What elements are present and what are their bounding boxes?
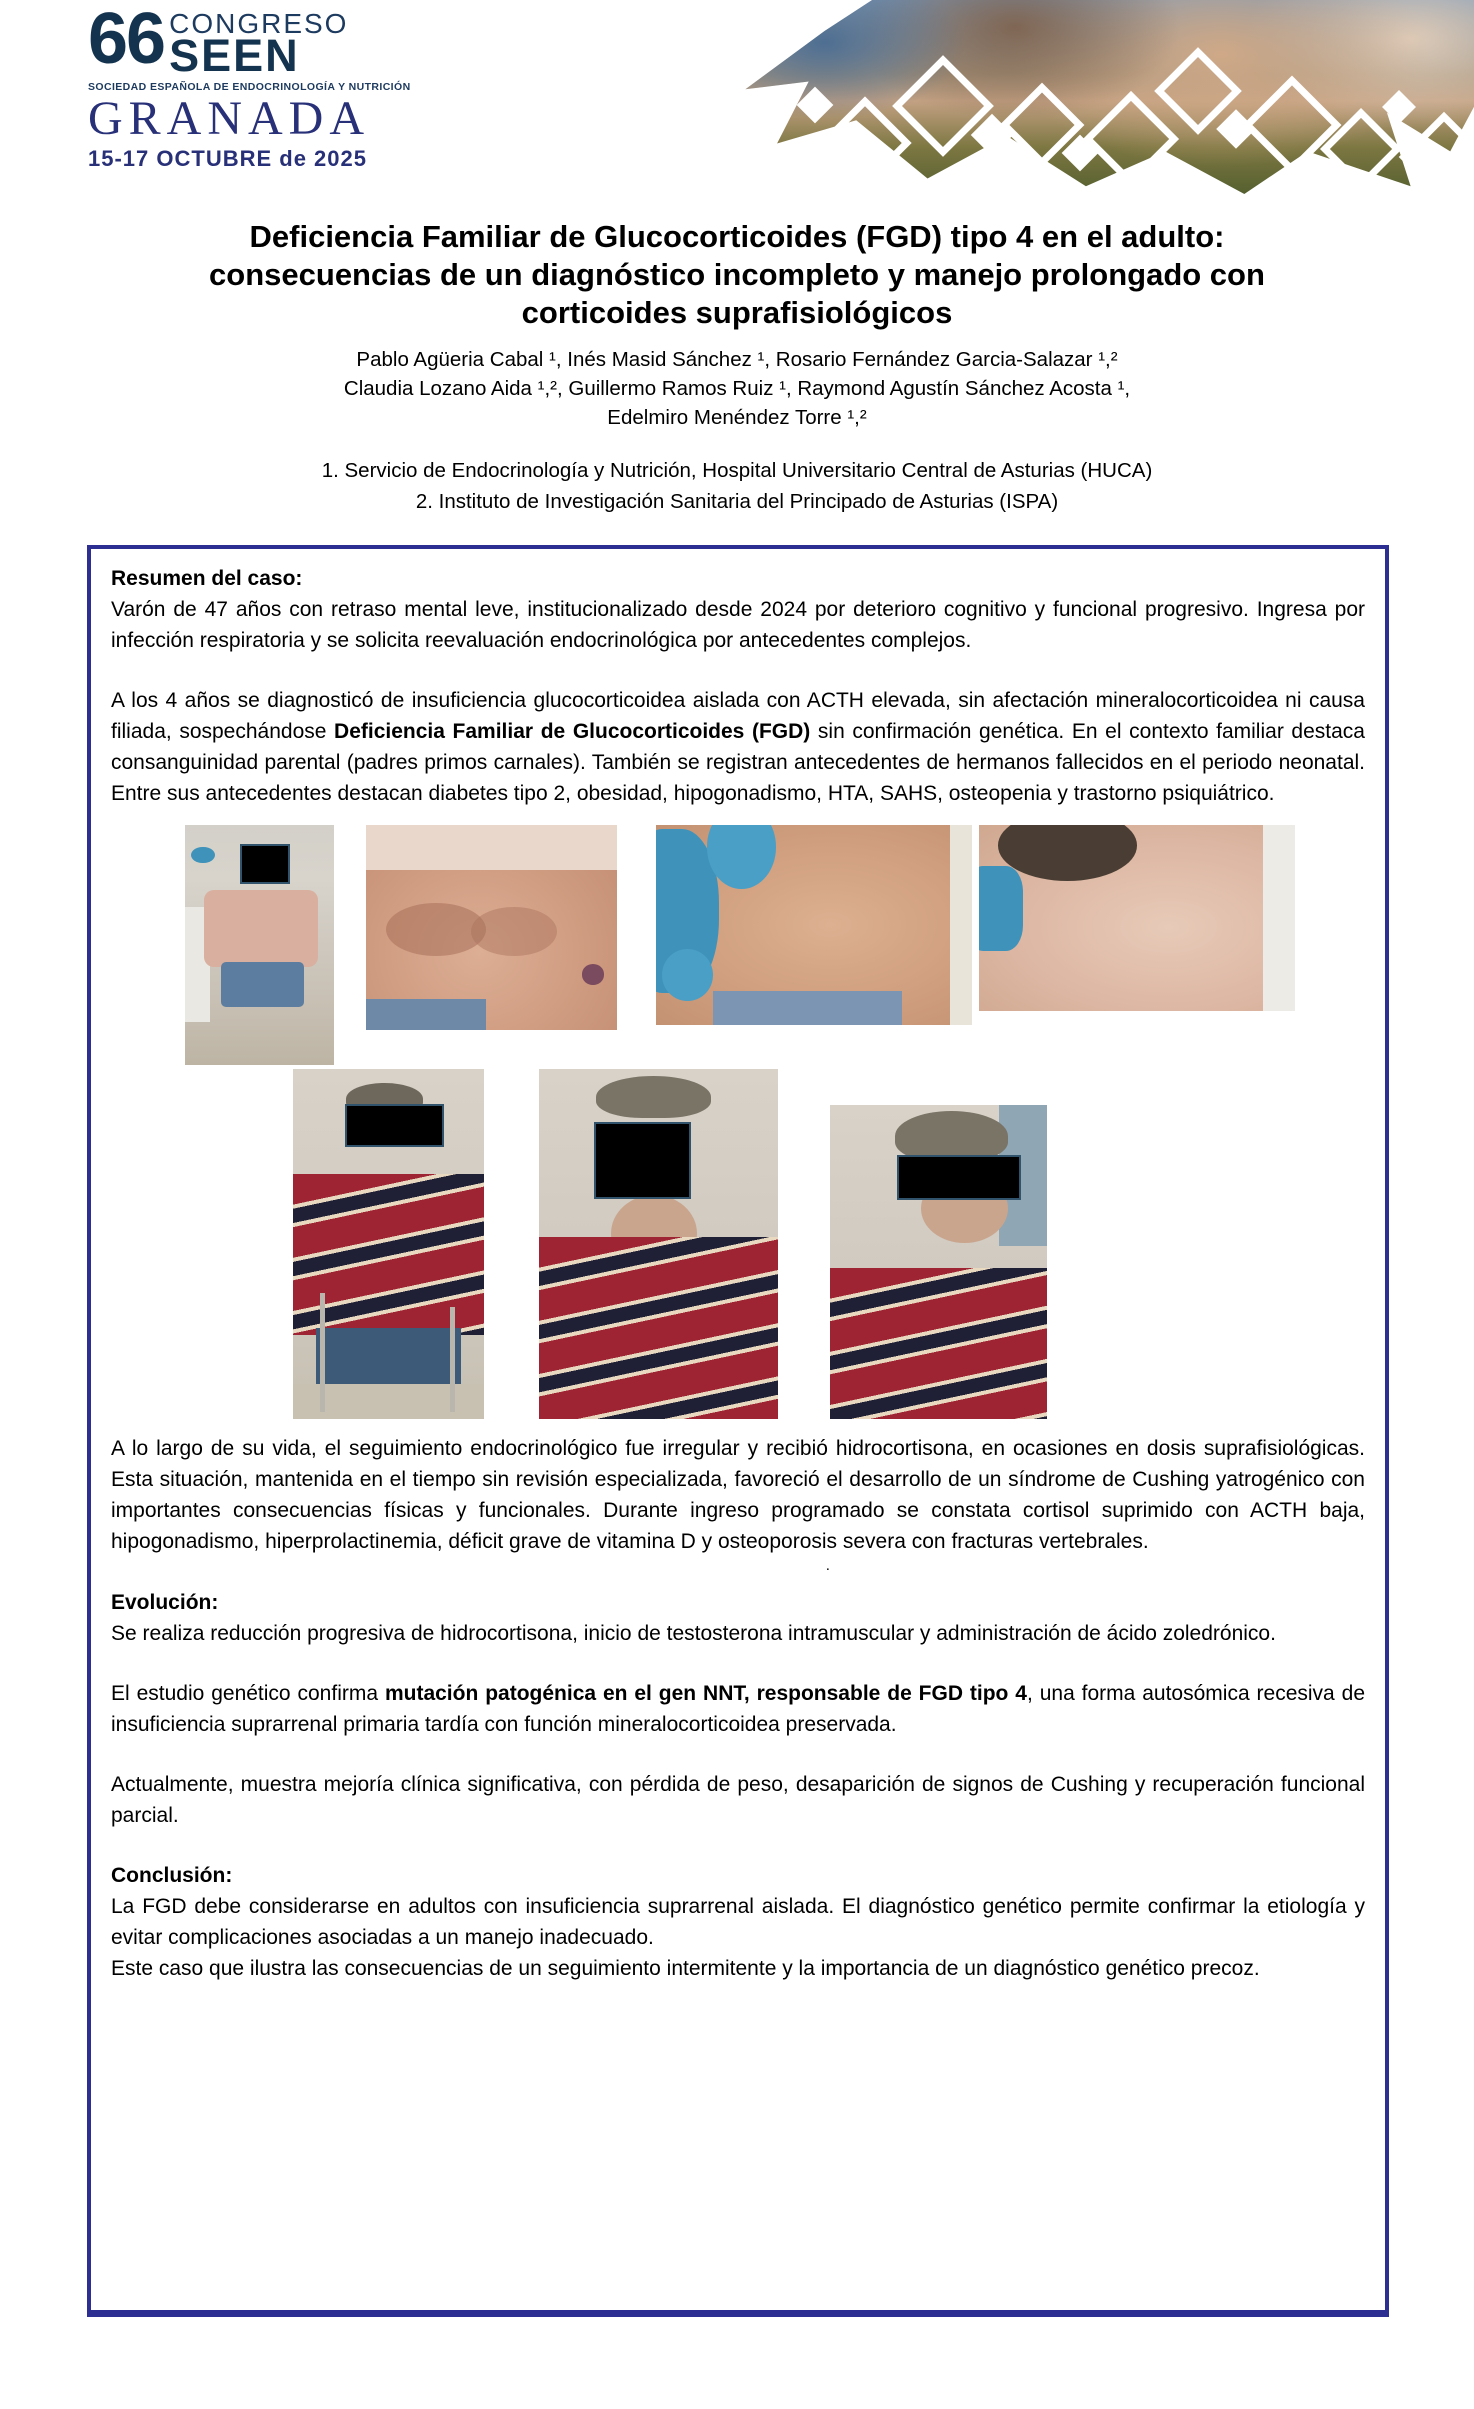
history-text: A los 4 años se diagnosticó de insuficiencia glucocorticoidea aislada con ACTH elevada, sin afectación mineralocorticoidea ni causa filiada, sospechándose: [111, 689, 1365, 743]
title-line-1: Deficiencia Familiar de Glucocorticoides (FGD) tipo 4 en el adulto:: [249, 219, 1225, 254]
photo-detail: [366, 825, 617, 870]
blue-glove: [979, 866, 1023, 952]
striped-sweater: [539, 1237, 778, 1419]
conclusion-heading: Conclusión:: [111, 1864, 233, 1887]
clinical-photo-walker: [293, 1069, 484, 1419]
evolution-paragraph: Se realiza reducción progresiva de hidrocortisona, inicio de testosterona intramuscular y administración de ácido zoledrónico.: [111, 1622, 1276, 1645]
clinical-photos-row-2: [293, 1069, 1365, 1421]
photo-detail: [191, 847, 215, 864]
poster-title: [127, 218, 1347, 332]
genetics-text: El estudio genético confirma: [111, 1682, 385, 1705]
title-line-2: consecuencias de un diagnóstico incompleto y manejo prolongado con: [209, 257, 1265, 292]
blue-glove: [662, 949, 713, 1001]
stray-dot: .: [825, 1557, 830, 1574]
summary-paragraph: Varón de 47 años con retraso mental leve, institucionalizado desde 2024 por deterioro cognitivo y funcional progresivo. Ingresa por infección respiratoria y se solicita reevaluación endocrinológica por antecedentes complejos.: [111, 598, 1365, 652]
congress-number: 66: [88, 0, 165, 79]
clinical-photo-abdomen-gloves: [656, 825, 972, 1025]
authors-line-2: Claudia Lozano Aida ¹,², Guillermo Ramos Ruiz ¹, Raymond Agustín Sánchez Acosta ¹,: [343, 377, 1131, 400]
authors-line-1: Pablo Agüeria Cabal ¹, Inés Masid Sánchez ¹, Rosario Fernández Garcia-Salazar ¹,²: [356, 348, 1118, 371]
clinical-photos-row-1: [185, 825, 1365, 1067]
case-report-box: [87, 545, 1389, 2317]
photo-detail: [221, 962, 304, 1008]
congress-word: CONGRESO: [169, 8, 349, 39]
photo-detail: [366, 999, 486, 1030]
conclusion-paragraph-2: Este caso que ilustra las consecuencias de un seguimiento intermitente y la importancia de un diagnóstico genético precoz.: [111, 1957, 1260, 1980]
photo-detail: [204, 890, 317, 967]
genetics-paragraph: [111, 1678, 1365, 1740]
clinical-photo-standing: [185, 825, 334, 1065]
striped-sweater: [830, 1268, 1047, 1419]
authors-line-3: Edelmiro Menéndez Torre ¹,²: [607, 406, 867, 429]
nnt-bold-text: mutación patogénica en el gen NNT, responsable de FGD tipo 4: [384, 1682, 1027, 1705]
photo-detail: [596, 1076, 711, 1118]
walker-pole: [450, 1307, 455, 1412]
face-redaction-box: [345, 1104, 445, 1147]
walker-pole: [320, 1293, 325, 1412]
clinical-photo-profile: [830, 1105, 1047, 1419]
face-redaction-box: [594, 1122, 691, 1200]
congress-dates: 15-17 OCTUBRE de 2025: [88, 146, 367, 171]
face-redaction-box: [897, 1155, 1020, 1200]
clinical-photo-torso: [539, 1069, 778, 1419]
photo-detail: [1263, 825, 1295, 1011]
photo-detail: [950, 825, 972, 1025]
face-redaction-box: [240, 844, 290, 884]
genetics-text-cont: , una forma autosómica recesiva de insuficiencia suprarrenal primaria tardía con función mineralocorticoidea preservada.: [111, 1682, 1366, 1736]
summary-heading: Resumen del caso:: [111, 567, 303, 590]
current-status-paragraph: Actualmente, muestra mejoría clínica significativa, con pérdida de peso, desaparición de signos de Cushing y recuperación funcional parcial.: [111, 1773, 1365, 1827]
fgd-bold-text: Deficiencia Familiar de Glucocorticoides (FGD): [334, 720, 811, 743]
affiliation-1: 1. Servicio de Endocrinología y Nutrición, Hospital Universitario Central de Asturias (HUCA): [321, 459, 1153, 482]
clinical-photo-abdomen-folds: [366, 825, 617, 1030]
photo-detail: [471, 907, 556, 956]
society-acronym: SEEN: [169, 30, 300, 81]
conclusion-paragraph-1: La FGD debe considerarse en adultos con insuficiencia suprarrenal aislada. El diagnóstico genético permite confirmar la etiología y evitar complicaciones asociadas a un manejo inadecuado.: [111, 1895, 1365, 1949]
poster-header: [0, 0, 1474, 196]
history-paragraph: [111, 685, 1365, 809]
course-paragraph: A lo largo de su vida, el seguimiento endocrinológico fue irregular y recibió hidrocortisona, en ocasiones en dosis suprafisiológicas. Esta situación, mantenida en el tiempo sin revisión especializada, favoreció el desarrollo de un síndrome de Cushing yatrogénico con importantes consecuencias físicas y funcionales. Durante ingreso programado se constata cortisol suprimido con ACTH baja, hipogonadismo, hiperprolactinemia, déficit grave de vitamina D y osteoporosis severa con fracturas vertebrales.: [111, 1437, 1365, 1553]
affiliation-2: 2. Instituto de Investigación Sanitaria del Principado de Asturias (ISPA): [415, 490, 1059, 513]
seen-congress-logo: [88, 0, 468, 172]
authors-block: [127, 345, 1347, 432]
photo-detail: [582, 964, 605, 985]
affiliations-block: [107, 455, 1367, 517]
evolution-heading: Evolución:: [111, 1591, 219, 1614]
society-full-name: SOCIEDAD ESPAÑOLA DE ENDOCRINOLOGÍA Y NUTRICIÓN: [88, 81, 411, 93]
photo-detail: [316, 1328, 461, 1384]
photo-detail: [895, 1111, 1008, 1161]
congress-city: GRANADA: [88, 92, 370, 145]
title-line-3: corticoides suprafisiológicos: [521, 295, 953, 330]
photo-detail: [998, 825, 1137, 881]
photo-detail: [713, 991, 903, 1025]
history-text-cont: sin confirmación genética. En el contexto familiar destaca consanguinidad parental (padres primos carnales). También se registran antecedentes de hermanos fallecidos en el periodo neonatal. Entre sus antecedentes destacan diabetes tipo 2, obesidad, hipogonadismo, HTA, SAHS, osteopenia y trastorno psiquiátrico.: [111, 720, 1365, 805]
clinical-photo-axilla: [979, 825, 1295, 1011]
granada-artwork: [682, 0, 1474, 194]
